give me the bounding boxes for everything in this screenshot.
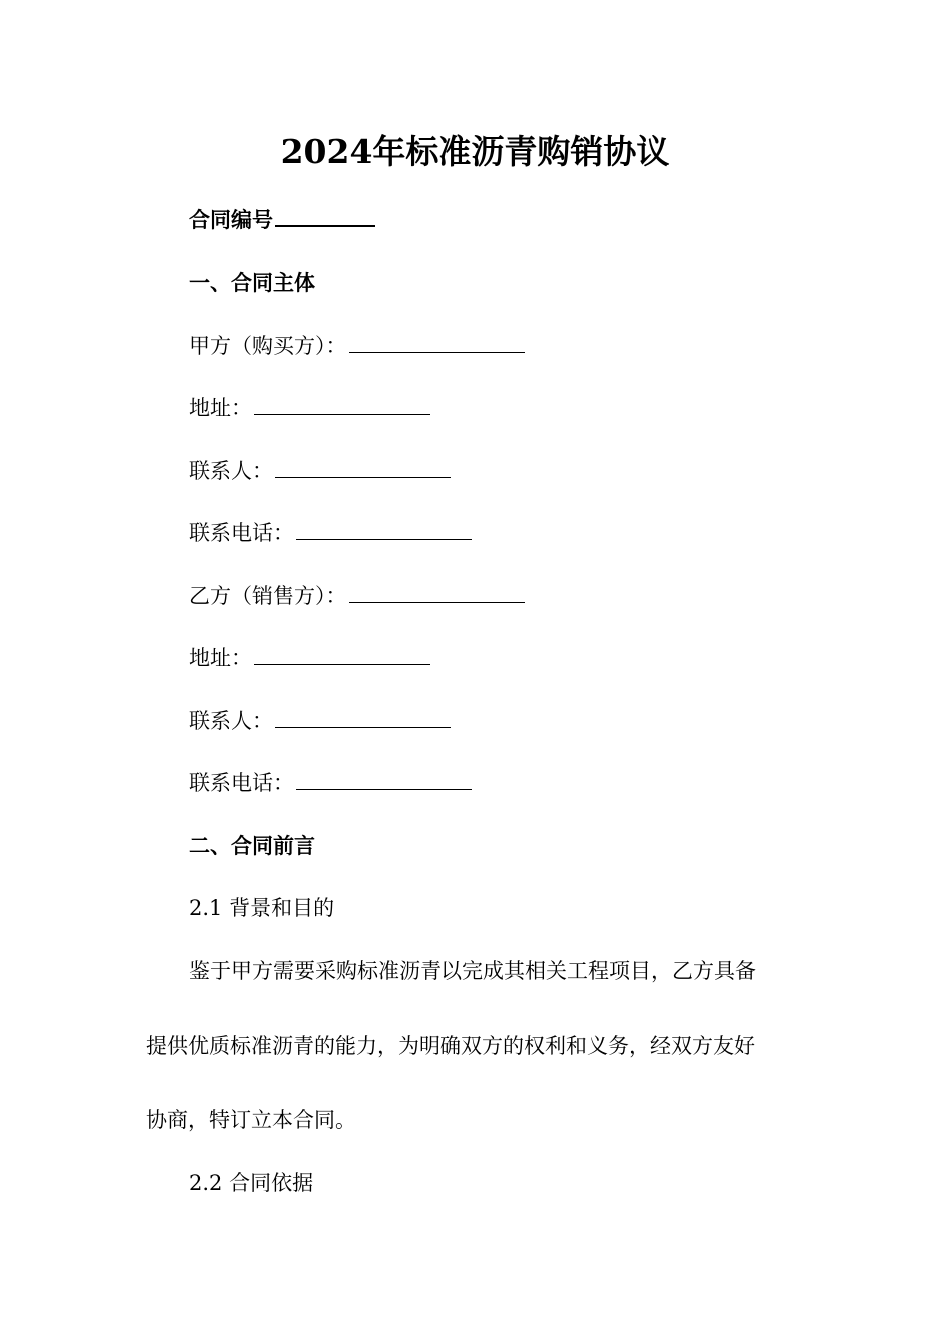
party-b-line [189,581,525,611]
party-a-blank [349,332,525,353]
party-a-address-label: 地址： [189,396,252,420]
party-b-phone-label: 联系电话： [189,771,294,795]
party-a-label: 甲方（购买方）： [189,334,347,358]
party-b-blank [349,582,525,603]
party-b-contact-label: 联系人： [189,709,273,733]
paragraph-line-2: 提供优质标准沥青的能力，为明确双方的权利和义务，经双方友好 [146,1034,755,1058]
party-a-contact-label: 联系人： [189,459,273,483]
party-a-line [189,331,525,361]
section-2-heading: 二、合同前言 [189,833,315,858]
party-b-contact-line [189,706,451,736]
paragraph-line-1: 鉴于甲方需要采购标准沥青以完成其相关工程项目，乙方具备 [189,959,756,983]
party-b-phone-blank [296,769,472,790]
subsection-2-1-heading: 2.1 背景和目的 [189,896,335,920]
party-b-address-label: 地址： [189,646,252,670]
contract-number-label: 合同编号 [189,207,273,232]
party-b-label: 乙方（销售方）： [189,584,347,608]
party-a-contact-line [189,456,451,486]
party-a-contact-blank [275,457,451,478]
document-title: 2024年标准沥青购销协议 [280,132,670,171]
subsection-2-2-heading: 2.2 合同依据 [189,1171,314,1195]
contract-number-blank [275,205,375,227]
contract-number-line [189,205,375,235]
paragraph-line-3: 协商，特订立本合同。 [146,1108,356,1132]
party-b-phone-line [189,768,472,798]
party-a-address-blank [254,394,430,415]
party-a-address-line [189,393,430,423]
party-b-address-blank [254,644,430,665]
party-b-contact-blank [275,707,451,728]
section-1-heading: 一、合同主体 [189,270,315,295]
party-a-phone-line [189,518,472,548]
party-b-address-line [189,643,430,673]
party-a-phone-blank [296,519,472,540]
party-a-phone-label: 联系电话： [189,521,294,545]
